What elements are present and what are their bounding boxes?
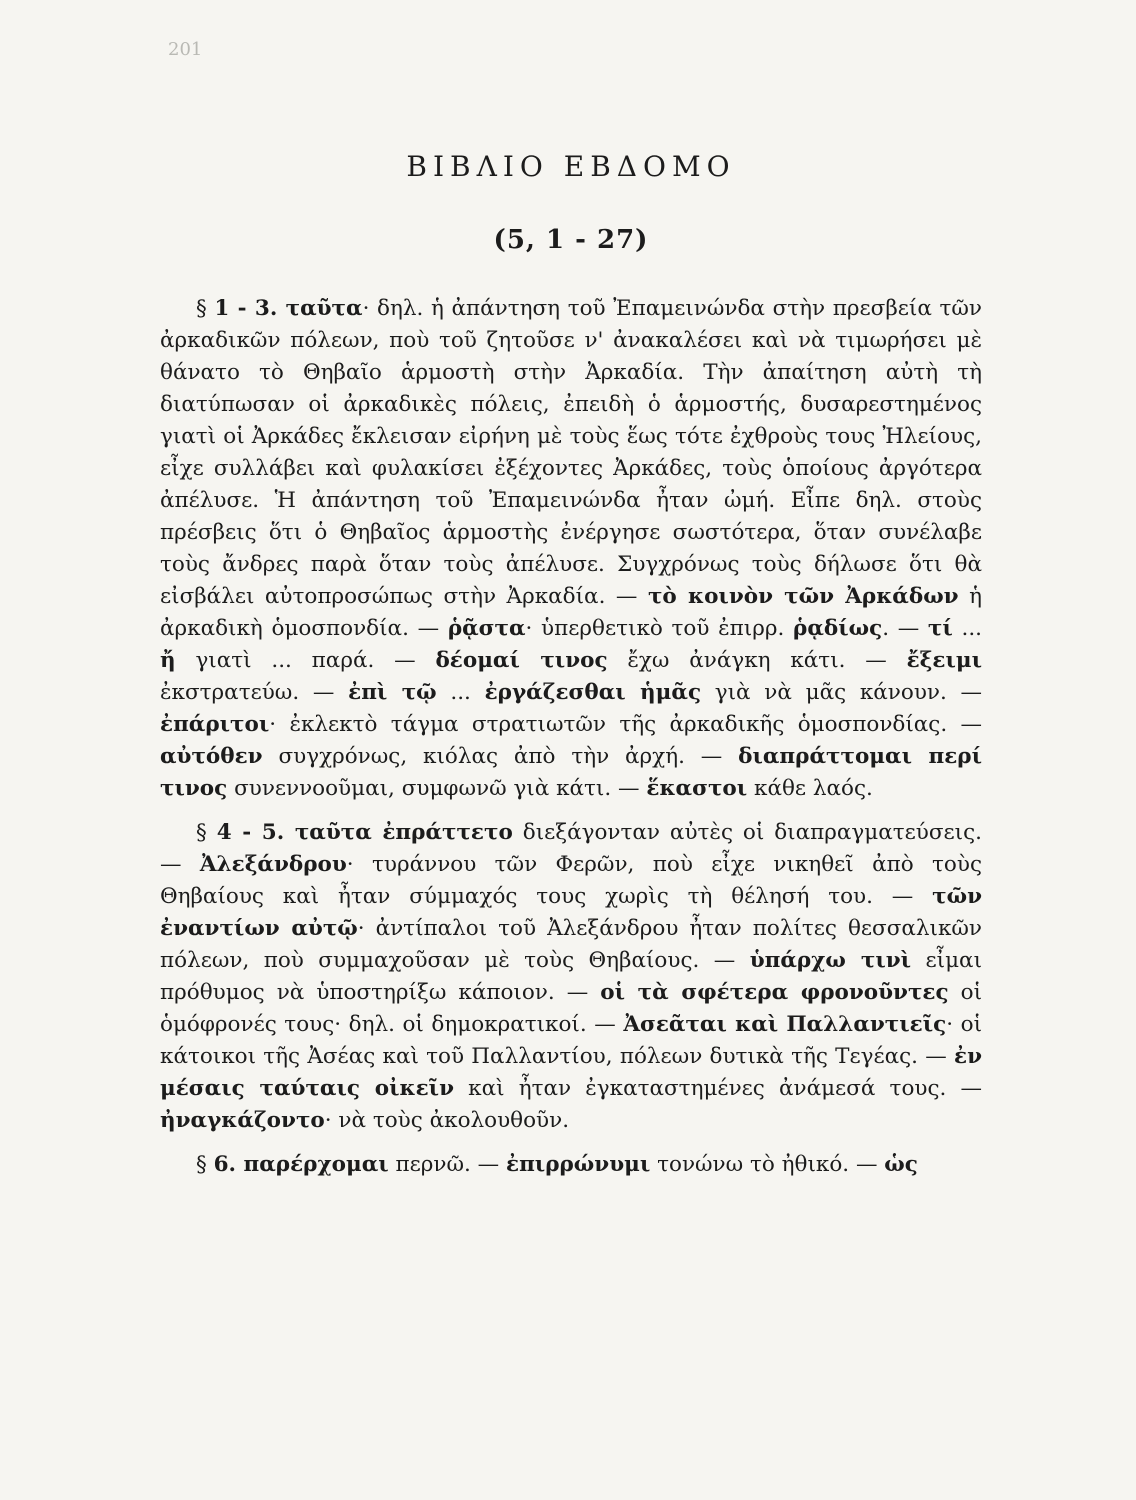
paragraph-1-3	[160, 293, 982, 805]
headword: ἤ	[160, 648, 176, 673]
gloss-text: συνεννοοῦμαι, συμφωνῶ γιὰ κάτι. —	[227, 776, 647, 801]
gloss-text: · νὰ τοὺς ἀκολουθοῦν.	[324, 1108, 570, 1133]
gloss-text: · ὑπερθετικὸ τοῦ ἐπιρρ.	[525, 616, 794, 641]
gloss-text: κάθε λαός.	[747, 776, 873, 801]
headword: τῶν ἐναντίων αὐτῷ	[160, 884, 982, 941]
gloss-text: · δηλ. ἡ ἀπάντηση τοῦ Ἐπαμεινώνδα στὴν πρεσβεία τῶν ἀρκαδικῶν πόλεων, ποὺ τοῦ ζητοῦσε ν' ἀνακαλέσει καὶ νὰ τιμωρήσει μὲ θάνατο τὸ Θηβαῖο ἁρμοστὴ στὴν Ἀρκαδία. Τὴν ἀπαίτηση αὐτὴ τὴ διατύπωσαν οἱ ἀρκαδικὲς πόλεις, ἐπειδὴ ὁ ἁρμοστής, δυσαρεστημένος γιατὶ οἱ Ἀρκάδες ἔκλεισαν εἰρήνη μὲ τοὺς ἕως τότε ἐχθροὺς τους Ἠλείους, εἶχε συλλάβει καὶ φυλακίσει ἐξέχοντες Ἀρκάδες, τοὺς ὁποίους ἀργότερα ἀπέλυσε. Ἡ ἀπάντηση τοῦ Ἐπαμεινώνδα ἦταν ὠμή. Εἶπε δηλ. στοὺς πρέσβεις ὅτι ὁ Θηβαῖος ἁρμοστὴς ἐνέργησε σωστότερα, ὅταν συνέλαβε τοὺς ἄνδρες παρὰ ὅταν τοὺς ἀπέλυσε. Συγχρόνως τοὺς δήλωσε ὅτι θὰ εἰσβάλει αὐτοπροσώπως στὴν Ἀρκαδία. —	[160, 296, 982, 609]
gloss-text: ἔχω ἀνάγκη κάτι. —	[607, 648, 907, 673]
gloss-text: διεξάγονταν αὐτὲς οἱ διαπραγματεύσεις. —	[160, 820, 982, 877]
headword: 6. παρέρχομαι	[213, 1152, 389, 1177]
gloss-text: περνῶ. —	[388, 1152, 506, 1177]
headword: ἕκαστοι	[646, 776, 748, 801]
gloss-text: ἡ ἀρκαδικὴ ὁμοσπονδία. —	[160, 584, 982, 641]
headword: ἐπιρρώνυμι	[506, 1152, 651, 1177]
headword: ὡς	[884, 1152, 918, 1177]
headword: ἔξειμι	[906, 648, 982, 673]
gloss-text: γιὰ νὰ μᾶς κάνουν. —	[701, 680, 983, 705]
gloss-text: τονώνω τὸ ἠθικό. —	[650, 1152, 885, 1177]
headword: αὐτόθεν	[160, 744, 263, 769]
gloss-text: §	[196, 820, 217, 845]
headword: 4 - 5. ταῦτα ἐπράττετο	[216, 820, 513, 845]
headword: 1 - 3. ταῦτα	[214, 296, 363, 321]
headword: διαπράττομαι περί τινος	[160, 744, 982, 801]
gloss-text: · ἐκλεκτὸ τάγμα στρατιωτῶν τῆς ἀρκαδικῆς ὁμοσπονδίας. —	[269, 712, 982, 737]
headword: ἠναγκάζοντο	[160, 1108, 325, 1133]
gloss-text: §	[196, 1152, 214, 1177]
gloss-text: συγχρόνως, κιόλας ἀπὸ τὴν ἀρχή. —	[262, 744, 739, 769]
paragraph-6	[160, 1149, 982, 1181]
headword: οἱ τὰ σφέτερα φρονοῦντες	[600, 980, 949, 1005]
gloss-text: . —	[882, 616, 928, 641]
paragraph-4-5	[160, 817, 982, 1137]
gloss-text: · ἀντίπαλοι τοῦ Ἀλεξάνδρου ἦταν πολίτες θεσσαλικῶν πόλεων, ποὺ συμμαχοῦσαν μὲ τοὺς Θηβαίους. —	[160, 916, 982, 973]
gloss-text: §	[196, 296, 215, 321]
headword: ῥᾳδίως	[793, 616, 883, 641]
gloss-text: ἐκστρατεύω. —	[160, 680, 349, 705]
headword: Ἀσεᾶται καὶ Παλλαντιεῖς	[623, 1012, 947, 1037]
gloss-text: · τυράννου τῶν Φερῶν, ποὺ εἶχε νικηθεῖ ἀπὸ τοὺς Θηβαίους καὶ ἦταν σύμμαχός τους χωρὶς τὴ θέλησή του. —	[160, 852, 982, 909]
gloss-text: ...	[952, 616, 982, 641]
gloss-text: εἶμαι πρόθυμος νὰ ὑποστηρίξω κάποιον. —	[160, 948, 982, 1005]
headword: ῥᾷστα	[447, 616, 526, 641]
section-range: (5, 1 - 27)	[493, 225, 649, 255]
headword: ἐπὶ τῷ	[348, 680, 437, 705]
gloss-text: · οἱ κάτοικοι τῆς Ἀσέας καὶ τοῦ Παλλαντίου, πόλεων δυτικὰ τῆς Τεγέας. —	[160, 1012, 983, 1069]
headword: ἐργάζεσθαι ἡμᾶς	[484, 680, 702, 705]
gloss-text: ...	[436, 680, 485, 705]
headword: τί	[927, 616, 953, 641]
headword: Ἀλεξάνδρου	[199, 852, 347, 877]
gloss-text: γιατὶ ... παρά. —	[175, 648, 436, 673]
headword: ὑπάρχω τινὶ	[749, 948, 912, 973]
gloss-text: οἱ ὁμόφρονές τους· δηλ. οἱ δημοκρατικοί. —	[160, 980, 983, 1037]
headword: τὸ κοινὸν τῶν Ἀρκάδων	[647, 584, 959, 609]
page-number: 201	[168, 39, 203, 60]
headword: ἐπάριτοι	[160, 712, 270, 737]
headword: δέομαί τινος	[435, 648, 608, 673]
gloss-text: καὶ ἦταν ἐγκαταστημένες ἀνάμεσά τους. —	[454, 1076, 982, 1101]
chapter-title: ΒΙΒΛΙΟ ΕΒΔΟΜΟ	[406, 150, 736, 183]
headword: ἐν μέσαις ταύταις οἰκεῖν	[160, 1044, 982, 1101]
page-content	[160, 150, 982, 1193]
